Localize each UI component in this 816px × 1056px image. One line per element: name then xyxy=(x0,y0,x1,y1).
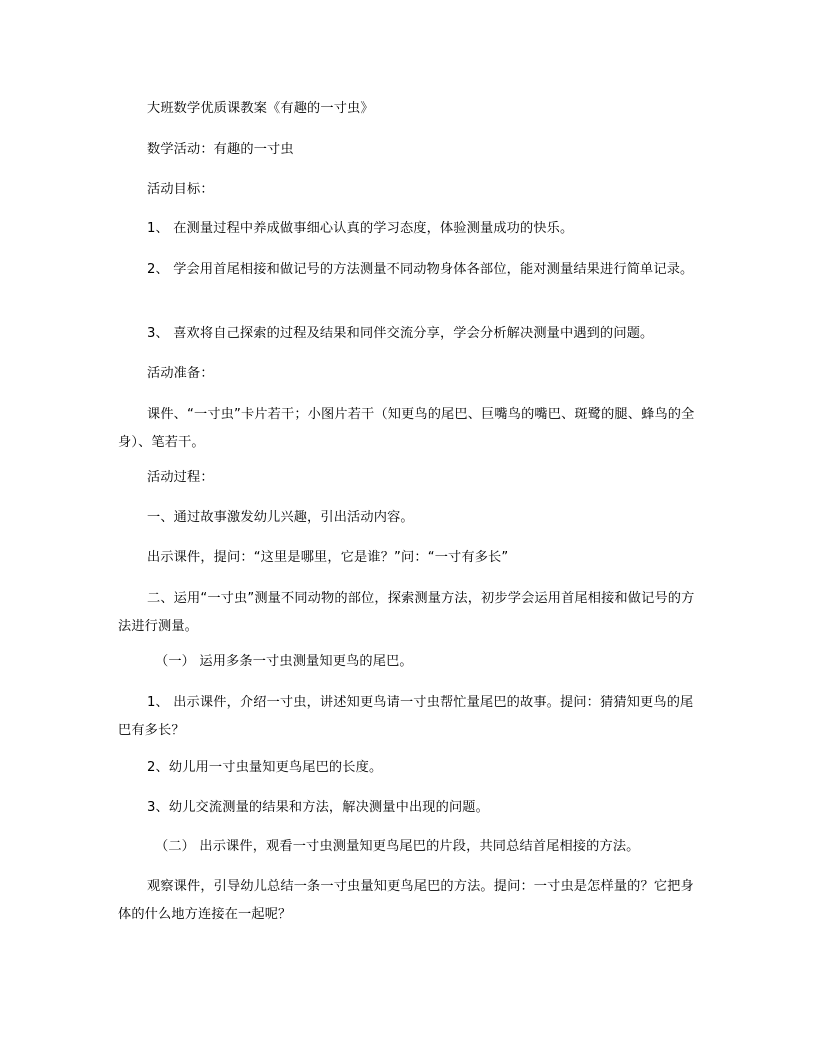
paragraph: 2、幼儿用一寸虫量知更鸟尾巴的长度。 xyxy=(147,760,383,775)
paragraph: 数学活动：有趣的一寸虫 xyxy=(147,142,294,157)
paragraph: 活动目标： xyxy=(147,182,214,197)
paragraph: 活动准备： xyxy=(147,366,214,381)
paragraph: 1、 在测量过程中养成做事细心认真的学习态度，体验测量成功的快乐。 xyxy=(147,221,574,236)
paragraph: 观察课件，引导幼儿总结一条一寸虫量知更鸟尾巴的方法。提问：一寸虫是怎样量的？它把身体的什么地方连接在一起呢？ xyxy=(118,879,694,922)
paragraph: （一） 运用多条一寸虫测量知更鸟的尾巴。 xyxy=(155,654,413,669)
paragraph: 二、运用“一寸虫”测量不同动物的部位，探索测量方法，初步学会运用首尾相接和做记号的方法进行测量。 xyxy=(118,591,695,634)
document-title: 大班数学优质课教案《有趣的一寸虫》 xyxy=(147,101,374,116)
paragraph: 2、 学会用首尾相接和做记号的方法测量不同动物身体各部位，能对测量结果进行简单记录。 xyxy=(147,262,694,277)
paragraph: 课件、“一寸虫”卡片若干；小图片若干（知更鸟的尾巴、巨嘴鸟的嘴巴、斑鹭的腿、蜂鸟的全身）、笔若干。 xyxy=(118,407,695,450)
paragraph: 活动过程： xyxy=(147,470,214,485)
paragraph: 出示课件，提问：“这里是哪里，它是谁？”问：“一寸有多长” xyxy=(147,550,509,565)
paragraph: 3、幼儿交流测量的结果和方法，解决测量中出现的问题。 xyxy=(147,800,489,815)
paragraph: 一、通过故事激发幼儿兴趣，引出活动内容。 xyxy=(147,510,414,525)
paragraph: 1、 出示课件，介绍一寸虫，讲述知更鸟请一寸虫帮忙量尾巴的故事。提问：猜猜知更鸟的尾巴有多长？ xyxy=(118,695,694,738)
paragraph: （二） 出示课件，观看一寸虫测量知更鸟尾巴的片段，共同总结首尾相接的方法。 xyxy=(155,839,640,854)
paragraph: 3、 喜欢将自己探索的过程及结果和同伴交流分享，学会分析解决测量中遇到的问题。 xyxy=(147,326,654,341)
